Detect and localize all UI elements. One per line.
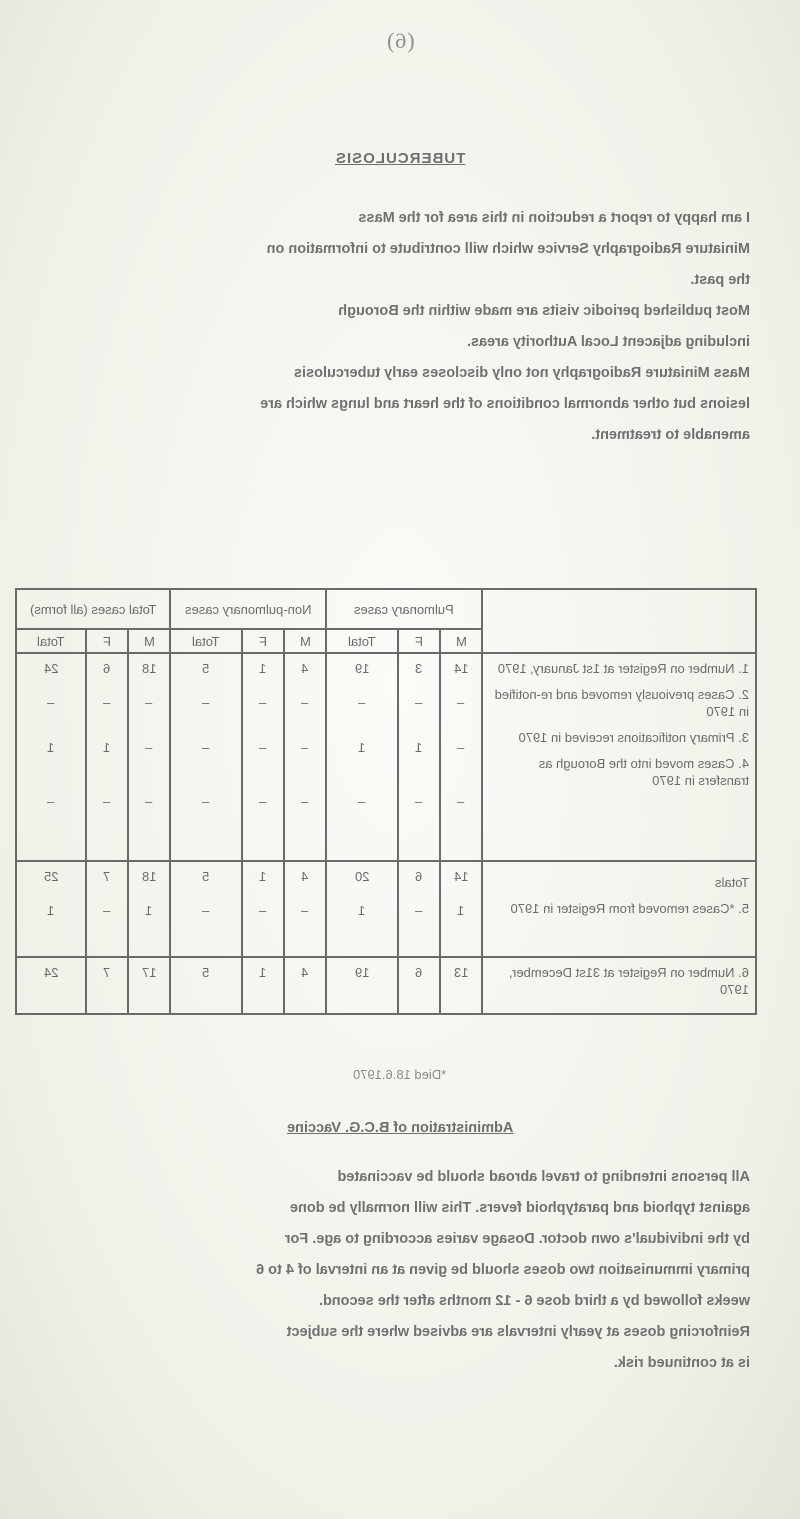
intro-line: amenable to treatment. bbox=[591, 427, 750, 443]
intro-line: I am happy to report a reduction in this area for the Mass bbox=[358, 210, 750, 226]
intro-line: Miniature Radiography Service which will contribute to information on bbox=[266, 241, 750, 257]
value-column: 18 – – – bbox=[128, 653, 170, 861]
row-descriptions: 1. Number on Register at 1st January, 1970 2. Cases previously removed and re-notified in 1970 3. Primary notifications received in 1970 4. Cases moved into the Borough as transfers in 1970 bbox=[482, 653, 756, 861]
sub-header-m: M bbox=[128, 629, 170, 653]
table-block-opening bbox=[16, 653, 756, 861]
value-column: 14 1 bbox=[440, 861, 482, 957]
appendix-line: primary immunisation two doses should be given at an interval of 4 to 6 bbox=[256, 1262, 750, 1278]
value-column: 7 bbox=[86, 957, 128, 1014]
value-column: 19 bbox=[326, 957, 398, 1014]
table-footnote: *Died 18.6.1970 bbox=[353, 1067, 447, 1082]
table-block-totals bbox=[16, 861, 756, 957]
value-column: 4 – – – bbox=[284, 653, 326, 861]
appendix-paragraph bbox=[60, 1162, 750, 1379]
value-column: 4 – bbox=[284, 861, 326, 957]
header-total-cases: Total cases (all forms) bbox=[16, 589, 170, 629]
sub-header-total: Total bbox=[326, 629, 398, 653]
sub-header-total: Total bbox=[170, 629, 242, 653]
value-column: 1 bbox=[242, 957, 284, 1014]
value-column: 5 – bbox=[170, 861, 242, 957]
sub-header-f: F bbox=[398, 629, 440, 653]
appendix-line: is at continued risk. bbox=[613, 1355, 750, 1371]
value-column: 19 – 1 – bbox=[326, 653, 398, 861]
section-heading: TUBERCULOSIS bbox=[334, 150, 466, 167]
value-column: 25 1 bbox=[16, 861, 86, 957]
value-column: 13 bbox=[440, 957, 482, 1014]
intro-line: the past. bbox=[690, 272, 750, 288]
intro-paragraph bbox=[60, 203, 750, 451]
sub-header-m: M bbox=[284, 629, 326, 653]
value-column: 1 – – – bbox=[242, 653, 284, 861]
header-pulmonary: Pulmonary cases bbox=[326, 589, 482, 629]
value-column: 1 – bbox=[242, 861, 284, 957]
sub-header-total: Total bbox=[16, 629, 86, 653]
row-descriptions: Totals 5. *Cases removed from Register in 1970 bbox=[482, 861, 756, 957]
intro-line: Mass Miniature Radiography not only discloses early tuberculosis bbox=[293, 365, 750, 381]
value-column: 24 – 1 – bbox=[16, 653, 86, 861]
intro-line: Most published periodic visits are made within the Borough bbox=[338, 303, 750, 319]
page-number: (6) bbox=[385, 28, 415, 53]
appendix-line: by the individual's own doctor. Dosage varies according to age. For bbox=[284, 1231, 750, 1247]
value-column: 4 bbox=[284, 957, 326, 1014]
sub-header-f: F bbox=[242, 629, 284, 653]
value-column: 7 – bbox=[86, 861, 128, 957]
value-column: 17 bbox=[128, 957, 170, 1014]
header-description bbox=[482, 589, 756, 653]
sub-header-f: F bbox=[86, 629, 128, 653]
value-column: 5 – – – bbox=[170, 653, 242, 861]
row-descriptions: 6. Number on Register at 31st December, 1970 bbox=[482, 957, 756, 1014]
appendix-heading: Administration of B.C.G. Vaccine bbox=[286, 1120, 514, 1136]
value-column: 20 1 bbox=[326, 861, 398, 957]
value-column: 6 bbox=[398, 957, 440, 1014]
value-column: 5 bbox=[170, 957, 242, 1014]
value-column: 14 – – – bbox=[440, 653, 482, 861]
value-column: 18 1 bbox=[128, 861, 170, 957]
intro-line: including adjacent Local Authority areas. bbox=[466, 334, 750, 350]
appendix-line: against typhoid and paratyphoid fevers. This will normally be done bbox=[289, 1200, 750, 1216]
appendix-line: All persons intending to travel abroad should be vaccinated bbox=[337, 1169, 750, 1185]
value-column: 3 – 1 – bbox=[398, 653, 440, 861]
appendix-line: weeks followed by a third dose 6 - 12 months after the second. bbox=[318, 1293, 750, 1309]
table-block-closing bbox=[16, 957, 756, 1014]
intro-line: lesions but other abnormal conditions of the heart and lungs which are bbox=[260, 396, 750, 412]
value-column: 24 bbox=[16, 957, 86, 1014]
value-column: 6 – 1 – bbox=[86, 653, 128, 861]
sub-header-m: M bbox=[440, 629, 482, 653]
value-column: 6 – bbox=[398, 861, 440, 957]
appendix-line: Reinforcing doses at yearly intervals are advised where the subject bbox=[286, 1324, 750, 1340]
register-table bbox=[15, 588, 755, 1015]
header-non-pulmonary: Non-pulmonary cases bbox=[170, 589, 326, 629]
